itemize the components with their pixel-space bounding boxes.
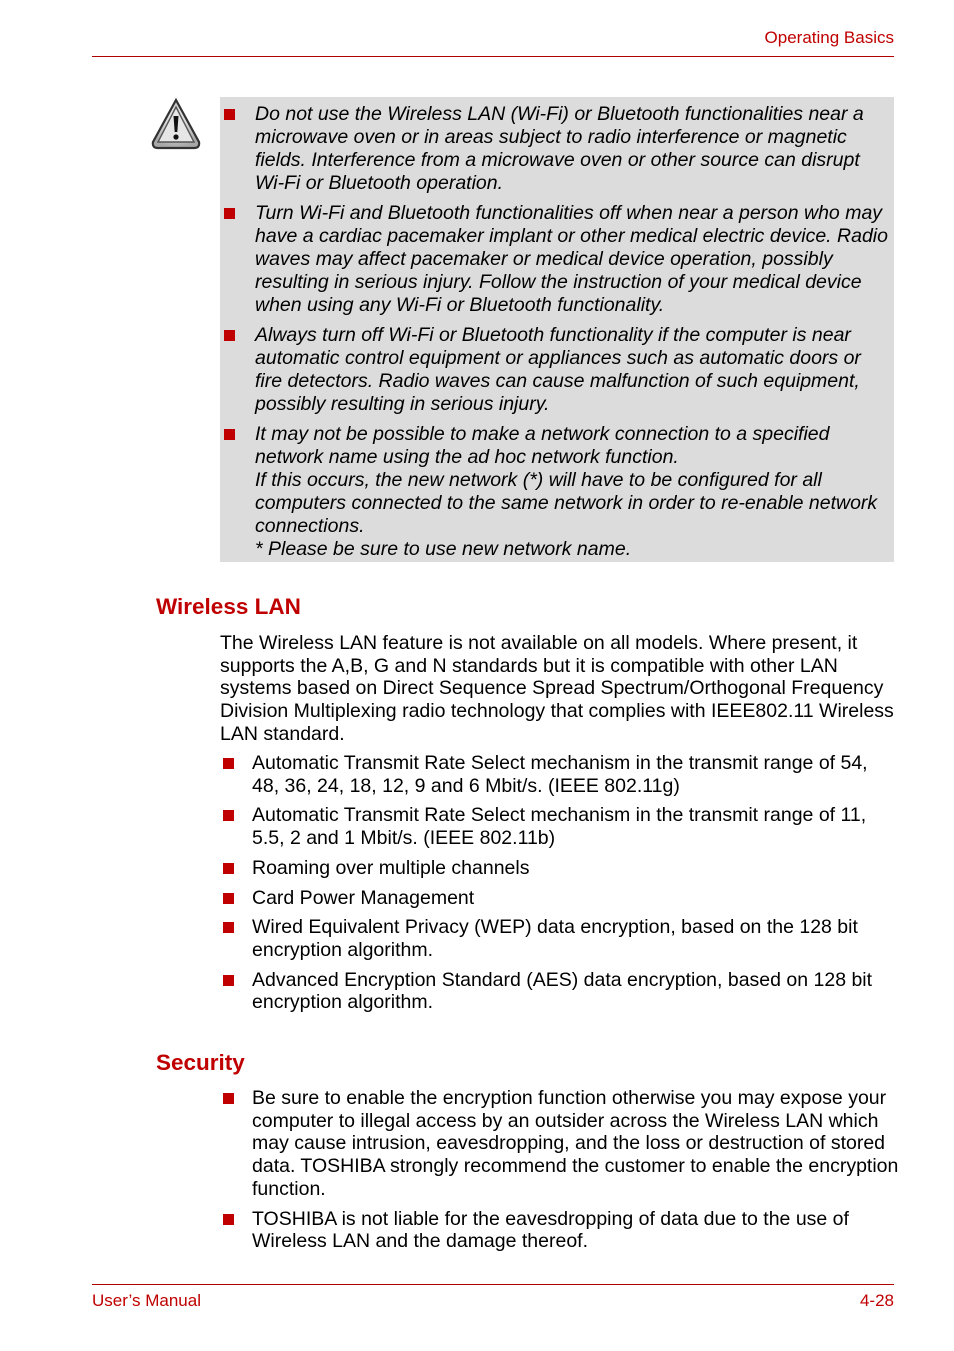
bullet-square-icon [223, 758, 234, 769]
bullet-square-icon [223, 1214, 234, 1225]
list-item: Wired Equivalent Privacy (WEP) data encryption, based on the 128 bit encryption algorithm. [220, 916, 900, 961]
caution-item: Turn Wi-Fi and Bluetooth functionalities off when near a person who may have a cardiac pacemaker implant or other medical electric device. Radio waves may affect pacemaker or medical device operation, possibly resulting in serious injury. Follow the instruction of your medical device when using any Wi-Fi or Bluetooth functionality. [220, 202, 888, 317]
warning-triangle-icon [151, 98, 201, 150]
security-list [220, 1087, 900, 1260]
bullet-square-icon [224, 429, 235, 440]
list-item: Be sure to enable the encryption function otherwise you may expose your computer to illegal access by an outsider across the Wireless LAN which may cause intrusion, eavesdropping, and the loss or destruction of stored data. TOSHIBA strongly recommend the customer to enable the encryption function. [220, 1087, 900, 1201]
bullet-square-icon [223, 863, 234, 874]
list-item: TOSHIBA is not liable for the eavesdropping of data due to the use of Wireless LAN and the damage thereof. [220, 1208, 900, 1253]
header-rule [92, 56, 894, 57]
bullet-square-icon [223, 922, 234, 933]
list-item: Card Power Management [220, 887, 900, 910]
caution-item: Always turn off Wi-Fi or Bluetooth functionality if the computer is near automatic control equipment or appliances such as automatic doors or fire detectors. Radio waves can cause malfunction of such equipment, possibly resulting in serious injury. [220, 324, 888, 416]
footer-manual-title: User’s Manual [92, 1291, 201, 1310]
bullet-square-icon [223, 893, 234, 904]
wireless-lan-intro: The Wireless LAN feature is not available on all models. Where present, it supports the A,B, G and N standards but it is compatible with other LAN systems based on Direct Sequence Spread Spectrum/Orthogonal Frequency Division Multiplexing radio technology that complies with IEEE802.11 Wireless LAN standard. [220, 632, 894, 745]
list-item: Automatic Transmit Rate Select mechanism in the transmit range of 11, 5.5, 2 and 1 Mbit/s. (IEEE 802.11b) [220, 804, 900, 849]
bullet-square-icon [223, 975, 234, 986]
wireless-lan-feature-list [220, 752, 900, 1021]
bullet-square-icon [224, 330, 235, 341]
bullet-square-icon [224, 208, 235, 219]
section-heading-security: Security [156, 1050, 245, 1075]
caution-item: It may not be possible to make a network connection to a specified network name using the ad hoc network function. If this occurs, the new network (*) will have to be configured for all computers connected to the same network in order to re-enable network connections. * Please be sure to use new network name. [220, 423, 888, 561]
list-item: Automatic Transmit Rate Select mechanism in the transmit range of 54, 48, 36, 24, 18, 12, 9 and 6 Mbit/s. (IEEE 802.11g) [220, 752, 900, 797]
footer-rule [92, 1284, 894, 1285]
list-item: Roaming over multiple channels [220, 857, 900, 880]
bullet-square-icon [224, 109, 235, 120]
caution-item: Do not use the Wireless LAN (Wi-Fi) or Bluetooth functionalities near a microwave oven or in areas subject to radio interference or magnetic fields. Interference from a microwave oven or other source can disrupt Wi-Fi or Bluetooth operation. [220, 103, 888, 195]
running-header: Operating Basics [764, 28, 894, 47]
section-heading-wireless-lan: Wireless LAN [156, 594, 301, 619]
bullet-square-icon [223, 810, 234, 821]
caution-box [220, 97, 894, 562]
page-number: 4-28 [859, 1291, 894, 1310]
list-item: Advanced Encryption Standard (AES) data encryption, based on 128 bit encryption algorithm. [220, 969, 900, 1014]
bullet-square-icon [223, 1093, 234, 1104]
